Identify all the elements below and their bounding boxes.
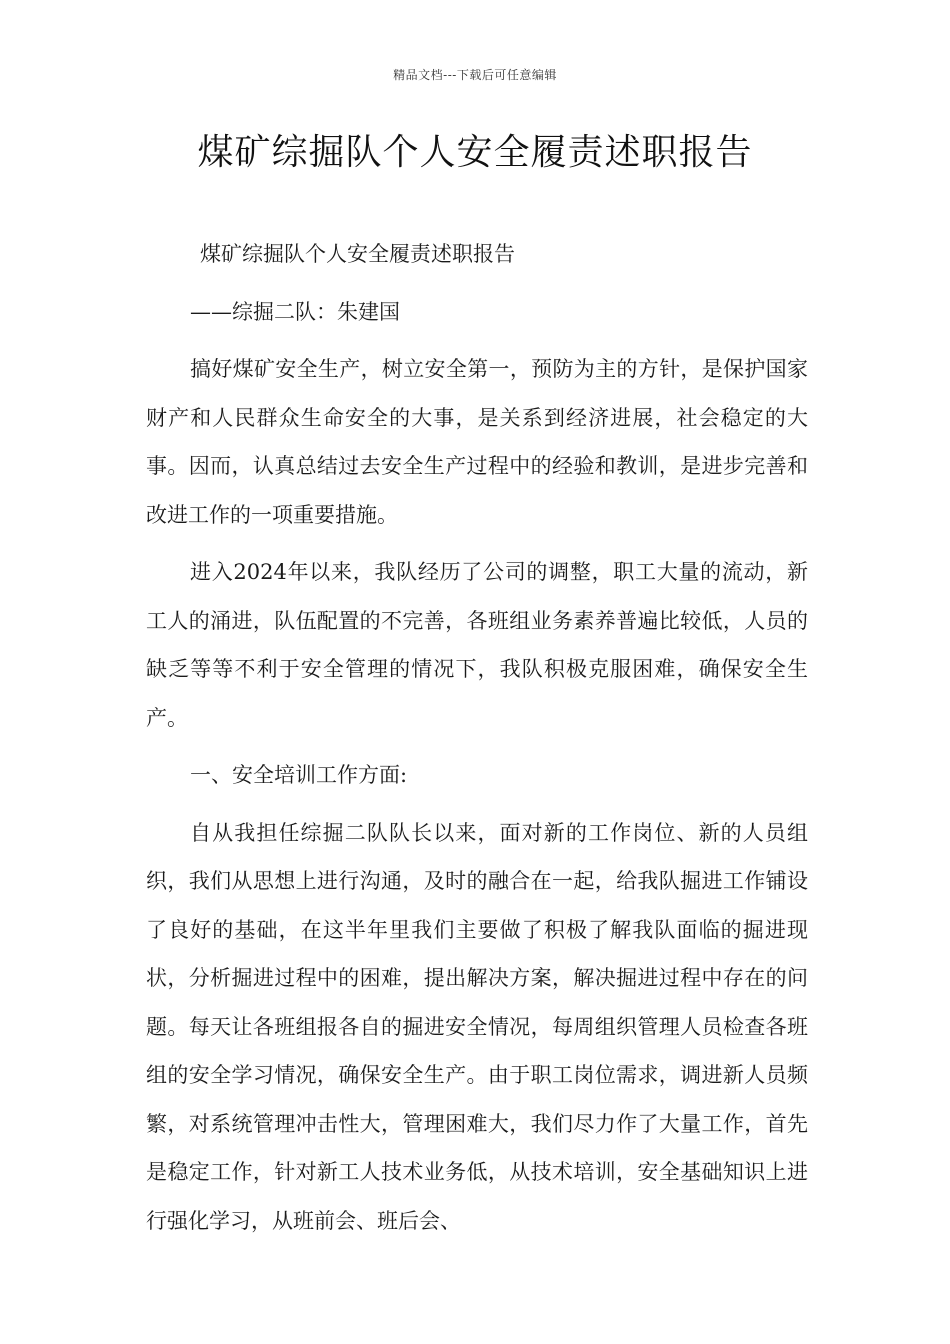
header-note: 精品文档---下载后可任意编辑 — [393, 68, 557, 82]
author-byline: ——综掘二队：朱建国 — [190, 299, 400, 324]
document-body — [146, 230, 808, 1254]
paragraph: 搞好煤矿安全生产，树立安全第一，预防为主的方针，是保护国家财产和人民群众生命安全的大事，是关系到经济进展，社会稳定的大事。因而，认真总结过去安全生产过程中的经验和教训，是进步完善和改进工作的一项重要措施。 — [146, 357, 808, 527]
paragraph: 进入2024年以来，我队经历了公司的调整，职工大量的流动，新工人的涌进，队伍配置的不完善，各班组业务素养普遍比较低，人员的缺乏等等不利于安全管理的情况下，我队积极克服困难，确保安全生产。 — [146, 560, 808, 730]
section-heading: 一、安全培训工作方面: — [190, 763, 408, 787]
paragraph: 自从我担任综掘二队队长以来，面对新的工作岗位、新的人员组织，我们从思想上进行沟通，及时的融合在一起，给我队掘进工作铺设了良好的基础，在这半年里我们主要做了积极了解我队面临的掘进现状，分析掘进过程中的困难，提出解决方案，解决掘进过程中存在的问题。每天让各班组报各自的掘进安全情况，每周组织管理人员检查各班组的安全学习情况，确保安全生产。由于职工岗位需求，调进新人员频繁，对系统管理冲击性大，管理困难大，我们尽力作了大量工作，首先是稳定工作，针对新工人技术业务低，从技术培训，安全基础知识上进行强化学习，从班前会、班后会、 — [146, 820, 808, 1233]
document-title: 煤矿综掘队个人安全履责述职报告 — [197, 132, 753, 173]
document-subtitle: 煤矿综掘队个人安全履责述职报告 — [200, 242, 515, 266]
